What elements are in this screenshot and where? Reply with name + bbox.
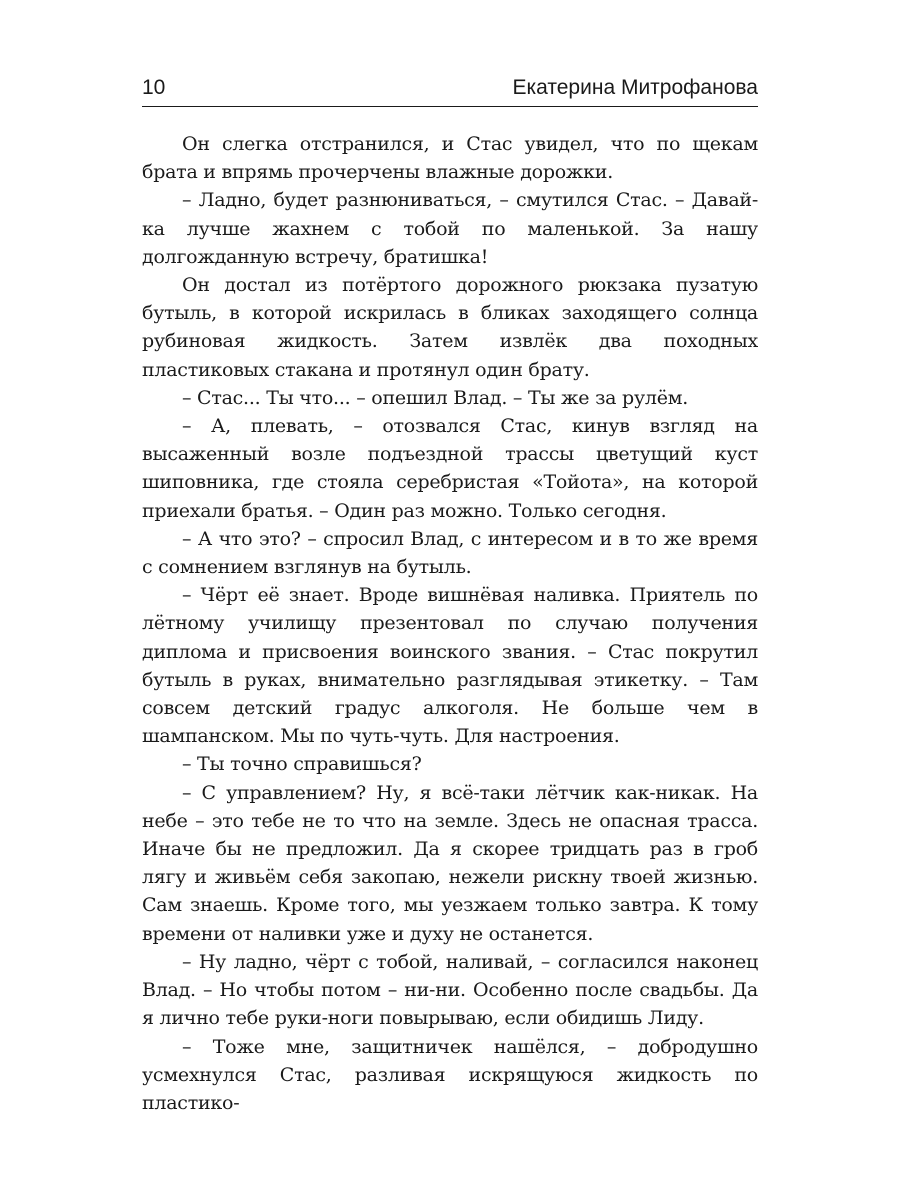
paragraph: – Чёрт её знает. Вроде вишнёвая наливка. Приятель по лётному училищу презентовал по случаю получения диплома и присвоения воинского звания. – Стас покрутил бутыль в руках, внимательно разглядывая этикетку. – Там совсем детский градус алкоголя. Не больше чем в шампанском. Мы по чуть-чуть. Для настроения. [142, 584, 758, 748]
paragraph: – Стас... Ты что... – опешил Влад. – Ты же за рулём. [182, 386, 689, 409]
paragraph: – Тоже мне, защитничек нашёлся, – добродушно усмехнулся Стас, разливая искрящуюся жидкость по пластико- [142, 1035, 758, 1114]
paragraph: – Ну ладно, чёрт с тобой, наливай, – согласился наконец Влад. – Но чтобы потом – ни-ни. Особенно после свадьбы. Да я лично тебе руки-ноги повырываю, если обидишь Лиду. [142, 950, 758, 1030]
paragraph: – Ты точно справишься? [182, 753, 422, 776]
paragraph: – А что это? – спросил Влад, с интересом и в то же время с сомнением взглянув на бутыль. [142, 527, 758, 579]
running-head-author: Екатерина Митрофанова [512, 76, 758, 99]
paragraph: – Ладно, будет разнюниваться, – смутился Стас. – Давай-ка лучше жахнем с тобой по маленькой. За нашу долгожданную встречу, братишка! [142, 189, 758, 268]
body-text [142, 130, 758, 1117]
paragraph: – А, плевать, – отозвался Стас, кинув взгляд на высаженный возле подъездной трассы цветущий куст шиповника, где стояла серебристая «Тойота», на которой приехали братья. – Один раз можно. Только сегодня. [142, 415, 758, 522]
running-head [142, 74, 758, 108]
paragraph: Он слегка отстранился, и Стас увидел, что по щекам брата и впрямь прочерчены влажные дорожки. [142, 133, 758, 184]
header-rule [142, 106, 758, 107]
paragraph: Он достал из потёртого дорожного рюкзака пузатую бутыль, в которой искрилась в бликах заходящего солнца рубиновая жидкость. Затем извлёк два походных пластиковых стакана и протянул один брату. [142, 274, 758, 381]
page-number: 10 [142, 76, 166, 99]
paragraph: – С управлением? Ну, я всё-таки лётчик как-никак. На небе – это тебе не то что на земле. Здесь не опасная трасса. Иначе бы не предложил. Да я скорее тридцать раз в гроб лягу и живьём себя закопаю, нежели рискну твоей жизнью. Сам знаешь. Кроме того, мы уезжаем только завтра. К тому времени от наливки уже и духу не останется. [142, 781, 758, 945]
